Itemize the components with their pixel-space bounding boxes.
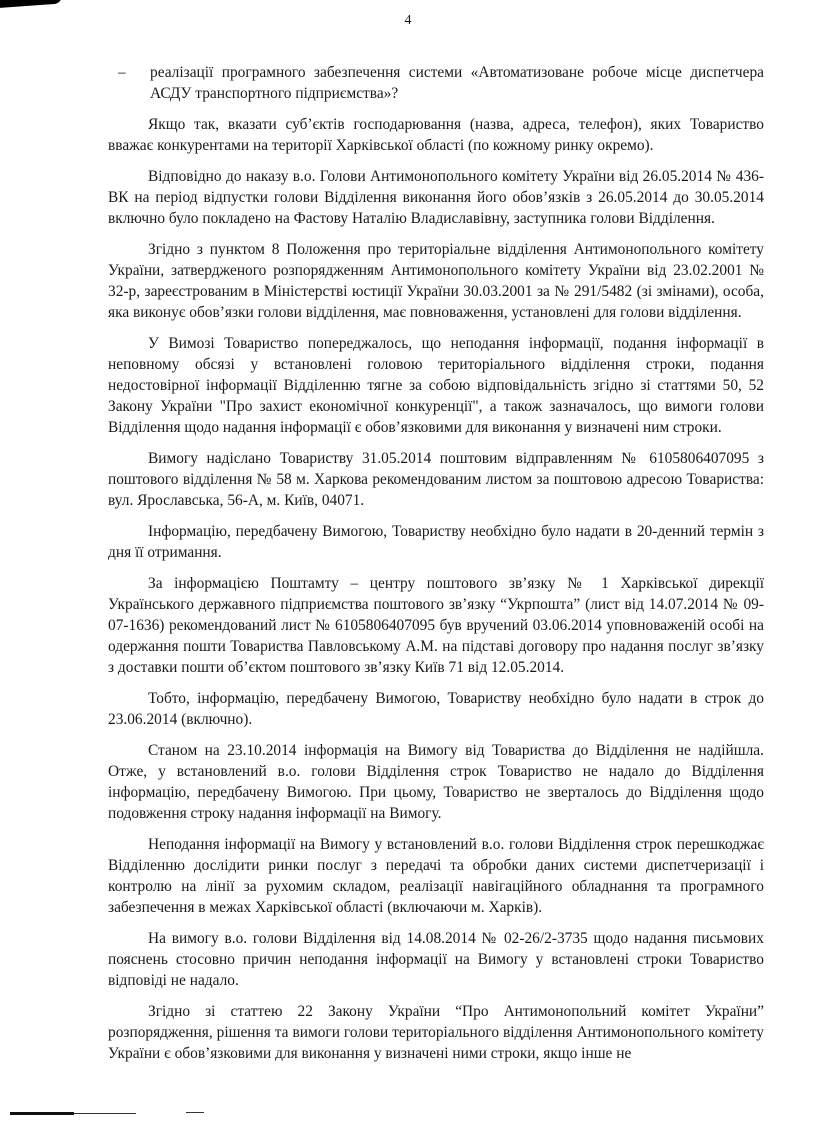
paragraph-post-office: За інформацією Поштамту – центру поштового зв’язку № 1 Харківської дирекції Українського державного підприємства поштового зв’язку “Укрпошта” (лист від 14.07.2014 № 09-07-1636) рекомендований лист № 6105806407095 був вручений 03.06.2014 уповноваженій особі на одержання пошти Товариства Павловському А.М. на підставі договору про надання послуг зв’язку з доставки пошти об’єктом поштового зв’язку Київ 71 від 12.05.2014. bbox=[108, 575, 764, 676]
footer-line bbox=[186, 1112, 204, 1113]
paragraph-explanation-request: На вимогу в.о. голови Відділення від 14.08.2014 № 02-26/2-3735 щодо надання письмових пояснень стосовно причин неподання інформації на Вимогу у встановлені строки Товариство відповіді не надало. bbox=[108, 930, 764, 989]
scan-artifact-footer bbox=[0, 1112, 816, 1118]
paragraph-competitors: Якщо так, вказати суб’єктів господарювання (назва, адреса, телефон), яких Товариство вважає конкурентами на території Харківської області (по кожному ринку окремо). bbox=[108, 116, 764, 154]
paragraph-status: Станом на 23.10.2014 інформація на Вимогу від Товариства до Відділення не надійшла. Отже, у встановлений в.о. голови Відділення строк Товариство не надало до Відділення інформацію, передбачену Вимогою. При цьому, Товариство не зверталось до Відділення щодо подовження строку надання інформації на Вимогу. bbox=[108, 742, 764, 822]
paragraph-obstruction: Неподання інформації на Вимогу у встановлений в.о. голови Відділення строк перешкоджає Відділенню дослідити ринки послуг з передачі та обробки даних системи диспетчеризації і контролю на лінії за рухомим складом, реалізації навігаційного обладнання та програмного забезпечення в межах Харківської області (включаючи м. Харків). bbox=[108, 836, 764, 916]
paragraph-mailing: Вимогу надіслано Товариству 31.05.2014 поштовим відправленням № 6105806407095 з поштового відділення № 58 м. Харкова рекомендованим листом за поштовою адресою Товариства: вул. Ярославська, 56-А, м. Київ, 04071. bbox=[108, 450, 764, 509]
paragraph-deadline-date: Тобто, інформацію, передбачену Вимогою, Товариству необхідно було надати в строк до 23.06.2014 (включно). bbox=[108, 690, 764, 728]
bullet-item bbox=[108, 62, 764, 104]
paragraph-regulation: Згідно з пунктом 8 Положення про територіальне відділення Антимонопольного комітету України, затвердженого розпорядженням Антимонопольного комітету України від 23.02.2001 № 32-р, зареєстрованим в Міністерстві юстиції України 30.03.2001 за № 291/5482 (зі змінами), особа, яка виконує обов’язки голови відділення, має повноваження, установлені для голови відділення. bbox=[108, 241, 764, 321]
footer-line bbox=[74, 1113, 136, 1114]
page-number: 4 bbox=[404, 13, 412, 28]
scan-artifact-mark bbox=[0, 0, 62, 8]
footer-line bbox=[10, 1112, 74, 1115]
document-body bbox=[108, 62, 764, 1074]
paragraph-warning: У Вимозі Товариство попереджалось, що неподання інформації, подання інформації в неповному обсязі у встановлені головою територіального відділення строки, подання недостовірної інформації Відділенню тягне за собою відповідальність згідно зі статтями 50, 52 Закону України "Про захист економічної конкуренції", а також зазначалось, що вимоги голови Відділення щодо надання інформації є обов’язковими для виконання у визначені ним строки. bbox=[108, 335, 764, 436]
bullet-dash: – bbox=[118, 64, 126, 81]
paragraph-law-article: Згідно зі статтею 22 Закону України “Про Антимонопольний комітет України” розпорядження, рішення та вимоги голови територіального відділення Антимонопольного комітету України є обов’язковими для виконання у визначені ними строки, якщо інше не bbox=[108, 1003, 764, 1062]
paragraph-order: Відповідно до наказу в.о. Голови Антимонопольного комітету України від 26.05.2014 № 436-ВК на період відпустки голови Відділення виконання його обов’язків з 26.05.2014 до 30.05.2014 включно було покладено на Фастову Наталію Владиславівну, заступника голови Відділення. bbox=[108, 168, 764, 227]
bullet-text: реалізації програмного забезпечення системи «Автоматизоване робоче місце диспетчера АСДУ транспортного підприємства»? bbox=[150, 64, 764, 102]
paragraph-deadline-term: Інформацію, передбачену Вимогою, Товариству необхідно було надати в 20-денний термін з дня її отримання. bbox=[108, 523, 764, 561]
